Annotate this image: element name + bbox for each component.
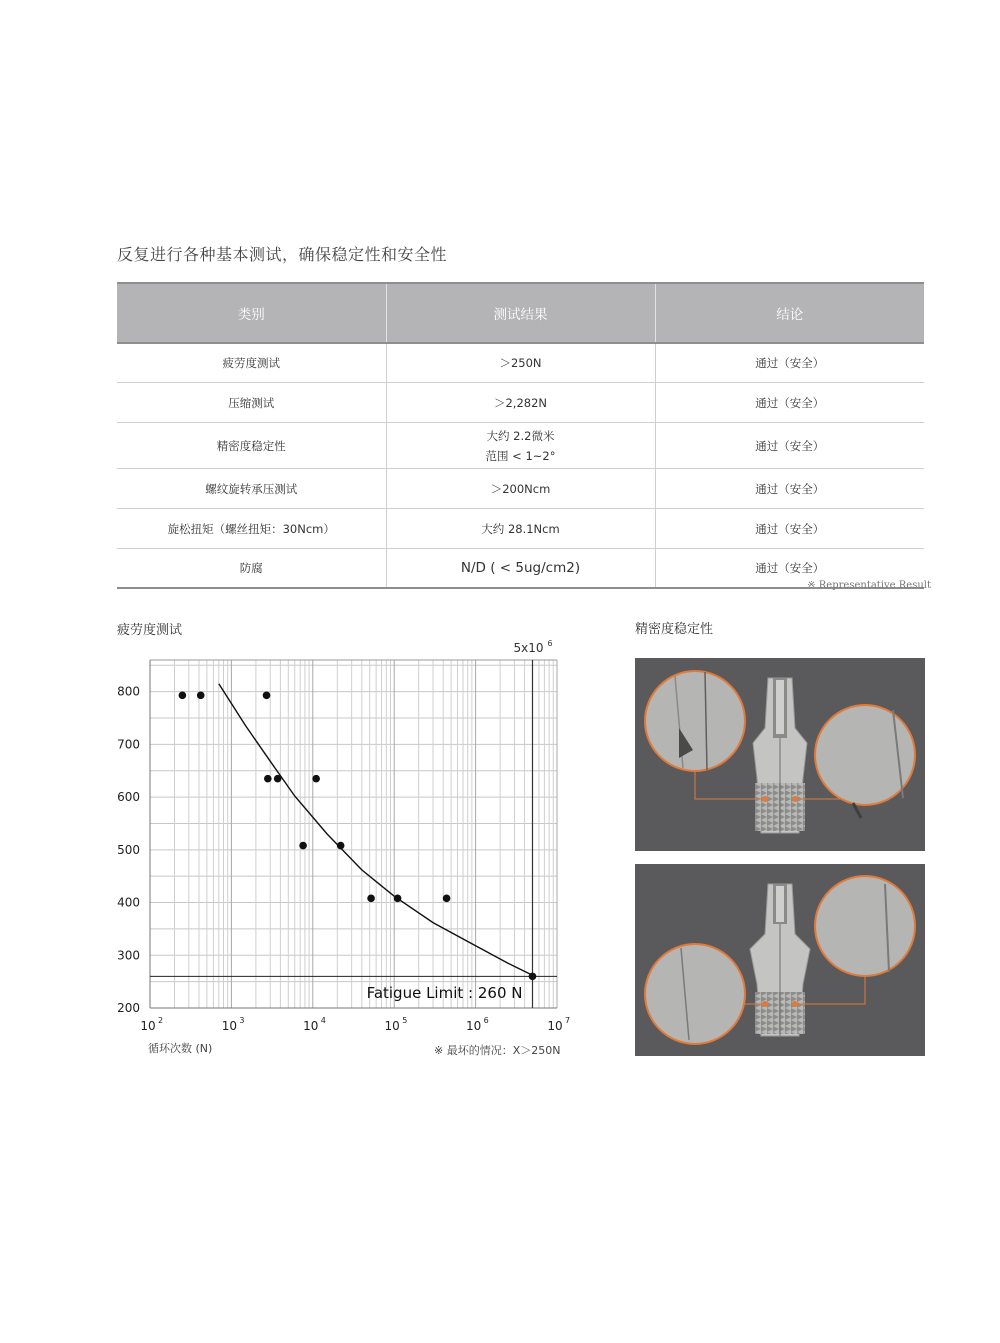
fatigue-limit-label: Fatigue Limit : 260 N	[366, 984, 523, 1002]
y-tick-label: 700	[117, 737, 140, 752]
row-category: 防腐	[117, 549, 386, 589]
cross-section-photo-2	[635, 864, 925, 1056]
implant-section-image	[635, 658, 925, 851]
y-tick-label: 500	[117, 842, 140, 857]
x-tick-label: 10	[221, 1019, 238, 1033]
x-tick-exponent: 7	[565, 1016, 571, 1025]
x-tick-label: 10	[140, 1019, 156, 1033]
header-category: 类别	[117, 283, 386, 343]
data-point	[264, 775, 272, 783]
data-point	[443, 895, 451, 903]
table-header-row	[117, 283, 924, 343]
row-conclusion: 通过（安全）	[655, 469, 924, 509]
data-point	[179, 692, 187, 700]
row-result: N/D ( < 5ug/cm2)	[386, 549, 655, 589]
test-results-table	[117, 282, 924, 589]
cross-section-photo-1	[635, 658, 925, 851]
fatigue-chart	[110, 632, 580, 1038]
table-row	[117, 549, 924, 589]
data-point	[529, 973, 537, 981]
x-axis-label: 循环次数 (N)	[148, 1042, 213, 1055]
row-result: 大约 28.1Ncm	[386, 509, 655, 549]
representative-result-note: ※ Representative Result	[807, 580, 931, 591]
y-tick-label: 300	[117, 948, 140, 963]
row-result-line: 大约 2.2微米	[486, 428, 555, 443]
precision-section-title: 精密度稳定性	[635, 622, 714, 637]
row-conclusion: 通过（安全）	[655, 549, 924, 589]
table-row	[117, 509, 924, 549]
x-tick-label: 10	[547, 1019, 563, 1033]
table-row	[117, 469, 924, 509]
x-tick-exponent: 3	[239, 1016, 245, 1025]
y-tick-label: 800	[117, 684, 140, 699]
page-heading: 反复进行各种基本测试，确保稳定性和安全性	[117, 245, 448, 264]
top-marker-exponent: 6	[547, 639, 553, 648]
data-point	[274, 775, 282, 783]
table-row	[117, 383, 924, 423]
data-point	[394, 895, 402, 903]
y-tick-label: 600	[117, 790, 140, 805]
row-conclusion: 通过（安全）	[655, 383, 924, 423]
worst-case-note: ※ 最坏的情况：X＞250N	[434, 1044, 561, 1057]
data-point	[197, 692, 205, 700]
x-tick-exponent: 4	[320, 1016, 326, 1025]
implant-section-image	[635, 864, 925, 1056]
row-result: ＞250N	[386, 343, 655, 383]
table-row	[117, 343, 924, 383]
table-row	[117, 423, 924, 469]
row-category: 旋松扭矩（螺丝扭矩：30Ncm）	[117, 509, 386, 549]
row-category: 螺纹旋转承压测试	[117, 469, 386, 509]
data-point	[263, 692, 271, 700]
header-conclusion: 结论	[655, 283, 924, 343]
row-conclusion: 通过（安全）	[655, 423, 924, 469]
x-tick-label: 10	[303, 1019, 319, 1033]
row-category: 精密度稳定性	[117, 423, 386, 469]
x-tick-label: 10	[384, 1019, 400, 1033]
data-point	[312, 775, 320, 783]
row-result	[386, 423, 655, 469]
data-point	[367, 895, 375, 903]
row-conclusion: 通过（安全）	[655, 343, 924, 383]
row-category: 疲劳度测试	[117, 343, 386, 383]
row-result: ＞200Ncm	[386, 469, 655, 509]
data-point	[337, 842, 345, 850]
y-tick-label: 200	[117, 1001, 140, 1015]
x-tick-label: 10	[465, 1019, 482, 1033]
row-conclusion: 通过（安全）	[655, 509, 924, 549]
fatigue-chart-title: 疲劳度测试	[117, 623, 183, 638]
top-marker-label: 5x10	[513, 641, 544, 655]
x-tick-exponent: 5	[402, 1016, 408, 1025]
row-result-line: 范围 < 1~2°	[485, 448, 556, 463]
data-point	[299, 842, 307, 850]
y-tick-label: 400	[117, 895, 140, 910]
header-result: 测试结果	[386, 283, 655, 343]
x-tick-exponent: 6	[483, 1016, 489, 1025]
row-result: ＞2,282N	[386, 383, 655, 423]
x-tick-exponent: 2	[158, 1016, 164, 1025]
row-category: 压缩测试	[117, 383, 386, 423]
